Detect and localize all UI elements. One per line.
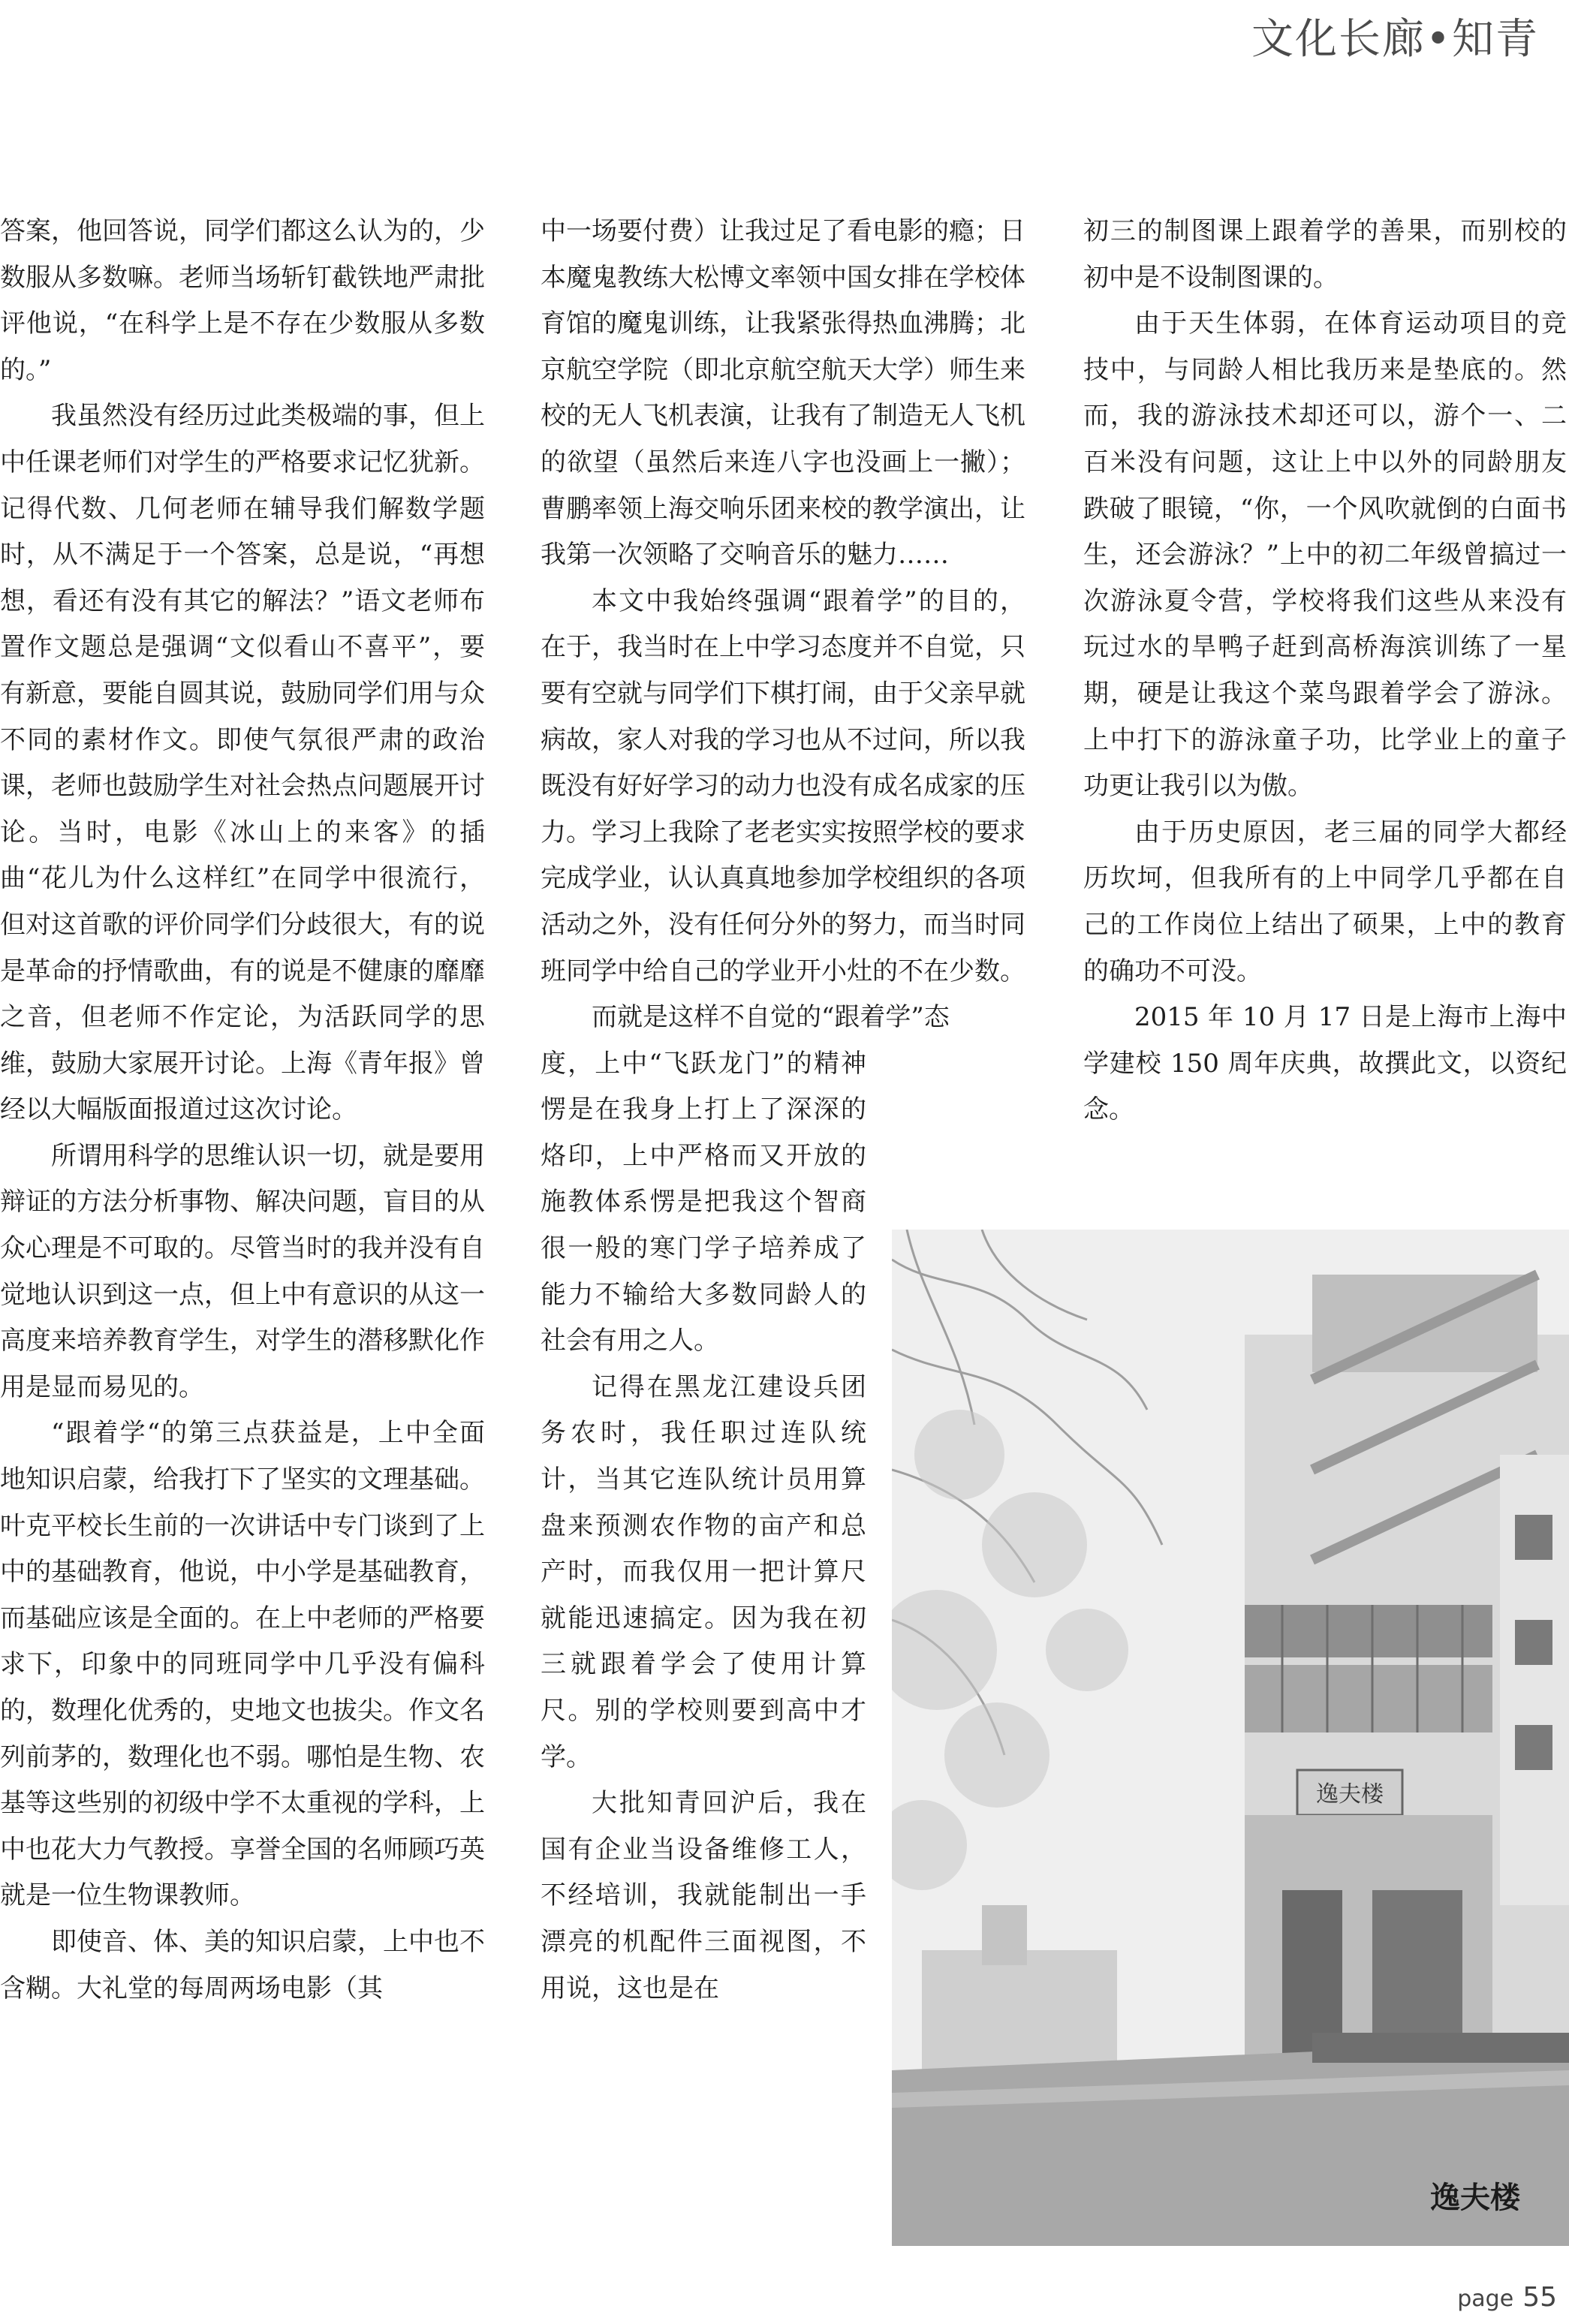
paragraph: 2015 年 10 月 17 日是上海市上海中学建校 150 周年庆典，故撰此文，以资纪念。	[1083, 1002, 1567, 1125]
paragraph: 由于历史原因，老三届的同学大都经历坎坷，但我所有的上中同学几乎都在自己的工作岗位上结出了硕果，上中的教育的确功不可没。	[1083, 817, 1567, 986]
photo-caption: 逸夫楼	[1430, 2181, 1520, 2215]
paragraph: 初三的制图课上跟着学的善果，而别校的初中是不设制图课的。	[1083, 216, 1567, 293]
paragraph: 而就是这样不自觉的“跟着学”态	[592, 1002, 950, 1033]
article-column-3	[1083, 209, 1567, 1133]
paragraph: 记得在黑龙江建设兵团务农时，我任职过连队统计，当其它连队统计员用算盘来预测农作物的亩产和总产时，而我仅用一把计算尺就能迅速搞定。因为我在初三就跟着学会了使用计算尺。别的学校则要到高中才学。	[541, 1371, 866, 1772]
paragraph: 所谓用科学的思维认识一切，就是要用辩证的方法分析事物、解决问题，盲目的从众心理是不可取的。尽管当时的我并没有自觉地认识到这一点，但上中有意识的从这一高度来培养教育学生，对学生的潜移默化作用是显而易见的。	[0, 1140, 485, 1402]
paragraph: “跟着学“的第三点获益是，上中全面地知识启蒙，给我打下了坚实的文理基础。叶克平校长生前的一次讲话中专门谈到了上中的基础教育，他说，中小学是基础教育，而基础应该是全面的。在上中老师的严格要求下，印象中的同班同学中几乎没有偏科的，数理化优秀的，史地文也拔尖。作文名列前茅的，数理化也不弱。哪怕是生物、农基等这些别的初级中学不太重视的学科，上中也花大力气教授。享誉全国的名师顾巧英就是一位生物课教师。	[0, 1418, 485, 1911]
page-footer	[1457, 2282, 1557, 2313]
article-column-1	[0, 209, 485, 2012]
wrapped-text-beside-photo	[541, 1041, 866, 2012]
paragraph: 我虽然没有经历过此类极端的事，但上中任课老师们对学生的严格要求记忆犹新。记得代数、几何老师在辅导我们解数学题时，从不满足于一个答案，总是说，“再想想，看还有没有其它的解法？”语文老师布置作文题总是强调“文似看山不喜平”，要有新意，要能自圆其说，鼓励同学们用与众不同的素材作文。即使气氛很严肃的政治课，老师也鼓励学生对社会热点问题展开讨论。当时，电影《冰山上的来客》的插曲“花儿为什么这样红”在同学中很流行，但对这首歌的评价同学们分歧很大，有的说是革命的抒情歌曲，有的说是不健康的靡靡之音，但老师不作定论，为活跃同学的思维，鼓励大家展开讨论。上海《青年报》曾经以大幅版面报道过这次讨论。	[0, 401, 485, 1125]
paragraph: 度，上中“飞跃龙门”的精神愣是在我身上打上了深深的烙印，上中严格而又开放的施教体系愣是把我这个智商很一般的寒门学子培养成了能力不输给大多数同龄人的社会有用之人。	[541, 1048, 866, 1356]
paragraph: 大批知青回沪后，我在国有企业当设备维修工人，不经培训，我就能制出一手漂亮的机配件三面视图，不用说，这也是在	[541, 1788, 866, 2003]
section-header: 文化长廊•知青	[1251, 15, 1539, 64]
paragraph: 由于天生体弱，在体育运动项目的竞技中，与同龄人相比我历来是垫底的。然而，我的游泳技术却还可以，游个一、二百米没有问题，这让上中以外的同龄朋友跌破了眼镜，“你，一个风吹就倒的白面书生，还会游泳？”上中的初二年级曾搞过一次游泳夏令营，学校将我们这些从来没有玩过水的旱鸭子赶到高桥海滨训练了一星期，硬是让我这个菜鸟跟着学会了游泳。上中打下的游泳童子功，比学业上的童子功更让我引以为傲。	[1083, 309, 1567, 802]
paragraph: 即使音、体、美的知识启蒙，上中也不含糊。大礼堂的每周两场电影（其	[0, 1926, 485, 2003]
page-label: page	[1457, 2286, 1514, 2312]
building-photo	[892, 1230, 1569, 2246]
paragraph: 中一场要付费）让我过足了看电影的瘾；日本魔鬼教练大松博文率领中国女排在学校体育馆的魔鬼训练，让我紧张得热血沸腾；北京航空学院（即北京航空航天大学）师生来校的无人飞机表演，让我有了制造无人飞机的欲望（虽然后来连八字也没画上一撇）；曹鹏率领上海交响乐团来校的教学演出，让我第一次领略了交响音乐的魅力……	[541, 216, 1025, 570]
building-sign: 逸夫楼	[1316, 1781, 1384, 1808]
paragraph: 答案，他回答说，同学们都这么认为的，少数服从多数嘛。老师当场斩钉截铁地严肃批评他说，“在科学上是不存在少数服从多数的。”	[0, 216, 485, 385]
page-number: 55	[1522, 2282, 1557, 2313]
paragraph: 本文中我始终强调“跟着学”的目的，在于，我当时在上中学习态度并不自觉，只要有空就与同学们下棋打闹，由于父亲早就病故，家人对我的学习也从不过问，所以我既没有好好学习的动力也没有成名成家的压力。学习上我除了老老实实按照学校的要求完成学业，认认真真地参加学校组织的各项活动之外，没有任何分外的努力，而当时同班同学中给自己的学业开小灶的不在少数。	[541, 586, 1025, 986]
